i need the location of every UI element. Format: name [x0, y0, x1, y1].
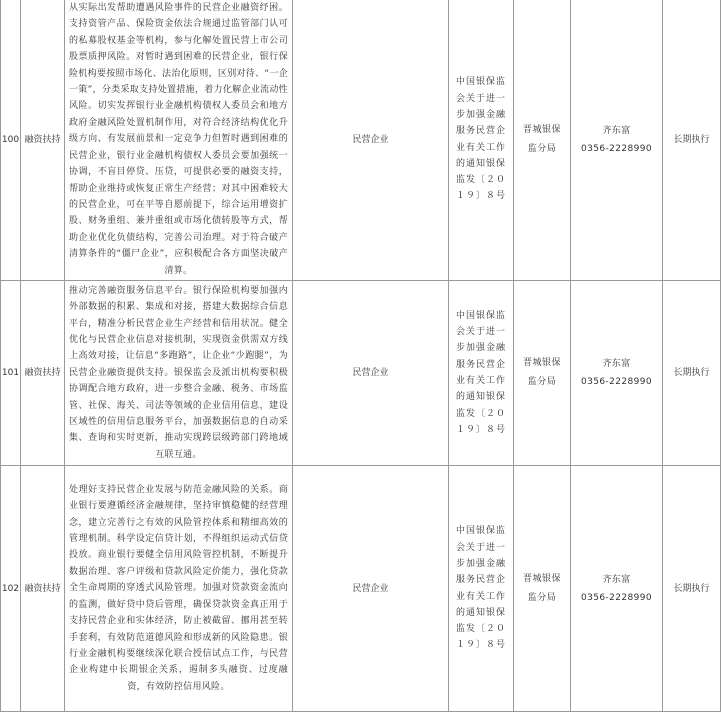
table-row [1, 0, 721, 281]
unit-cell: 晋城银保监分局 [514, 466, 571, 712]
category-cell: 融资扶持 [21, 466, 65, 712]
category-cell: 融资扶持 [21, 0, 65, 281]
target-cell: 民营企业 [293, 0, 449, 281]
unit-cell: 晋城银保监分局 [514, 281, 571, 466]
row-number: 101 [1, 281, 21, 466]
unit-cell: 晋城银保监分局 [514, 0, 571, 281]
contact-phone: 0356-2228990 [580, 377, 653, 387]
table-row [1, 281, 721, 466]
contact-cell [571, 281, 663, 466]
term-cell: 长期执行 [663, 466, 721, 712]
policy-content-cell: 推动完善融资服务信息平台。银行保险机构要加强内外部数据的积累、集成和对接，搭建大数据综合信息平台，精准分析民营企业生产经营和信用状况。健全优化与民营企业信息对接机制，实现资金供需双方线上高效对接，让信息“多跑路”，让企业“少跑腿”，为民营企业融资提供支持。银保监会及派出机构要积极协调配合地方政府，进一步整合金融、税务、市场监管、社保、海关、司法等领域的企业信用信息，建设区域性的信用信息服务平台，加强数据信息的自动采集、查询和实时更新，推动实现跨层级跨部门跨地域互联互通。 [65, 281, 293, 466]
target-cell: 民营企业 [293, 281, 449, 466]
term-cell: 长期执行 [663, 281, 721, 466]
term-cell: 长期执行 [663, 0, 721, 281]
contact-name: 齐东富 [602, 359, 631, 369]
document-cell: 中国银保监会关于进一步加强金融服务民营企业有关工作的通知银保监发〔２０１９〕８号 [449, 281, 514, 466]
contact-name: 齐东富 [602, 125, 631, 136]
contact-cell [571, 0, 663, 281]
contact-phone: 0356-2228990 [580, 592, 653, 603]
row-number: 102 [1, 466, 21, 712]
policy-content-cell: 处理好支持民营企业发展与防范金融风险的关系。商业银行要遵循经济金融规律，坚持审慎稳健的经营理念，建立完善行之有效的风险管控体系和精细高效的管理机制。科学设定信贷计划，不得组织运动式信贷投放。商业银行要健全信用风险管控机制，不断提升数据治理、客户评级和贷款风险定价能力，强化贷款全生命周期的穿透式风险管理。加强对贷款资金流向的监测，做好贷中贷后管理，确保贷款资金真正用于支持民营企业和实体经济，防止被截留、挪用甚至转手套利，有效防范道德风险和形成新的风险隐患。银行业金融机构要继续深化联合授信试点工作，与民营企业构建中长期银企关系，遏制多头融资、过度融资，有效防控信用风险。 [65, 466, 293, 712]
document-cell: 中国银保监会关于进一步加强金融服务民营企业有关工作的通知银保监发〔２０１９〕８号 [449, 0, 514, 281]
contact-name: 齐东富 [602, 574, 631, 585]
document-cell: 中国银保监会关于进一步加强金融服务民营企业有关工作的通知银保监发〔２０１９〕８号 [449, 466, 514, 712]
policy-content-cell: 从实际出发帮助遭遇风险事件的民营企业融资纾困。支持资管产品、保险资金依法合规通过监管部门认可的私募股权基金等机构，参与化解处置民营上市公司股票质押风险。对暂时遇到困难的民营企业，银行保险机构要按照市场化、法治化原则，区别对待、“一企一策”，分类采取支持处置措施，着力化解企业流动性风险。切实发挥银行业金融机构债权人委员会和地方政府金融风险处置机制作用，对符合经济结构优化升级方向、有发展前景和一定竞争力但暂时遇到困难的民营企业，银行业金融机构债权人委员会要加强统一协调，不盲目停贷、压贷，可提供必要的融资支持，帮助企业维持或恢复正常生产经营；对其中困难较大的民营企业，可在平等自愿前提下，综合运用增资扩股、财务重组、兼并重组或市场化债转股等方式，帮助企业优化负债结构，完善公司治理。对于符合破产清算条件的“僵尸企业”，应积极配合各方面坚决破产清算。 [65, 0, 293, 281]
row-number: 100 [1, 0, 21, 281]
category-cell: 融资扶持 [21, 281, 65, 466]
contact-cell [571, 466, 663, 712]
target-cell: 民营企业 [293, 466, 449, 712]
table-row [1, 466, 721, 712]
contact-phone: 0356-2228990 [580, 143, 653, 154]
